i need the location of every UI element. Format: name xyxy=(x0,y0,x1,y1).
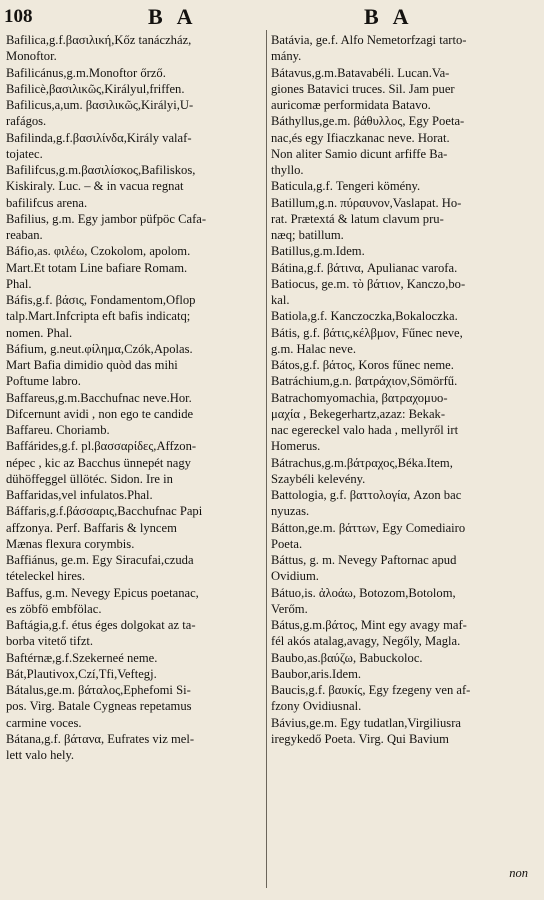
entry-line: Baftágia,g.f. étus éges dolgokat az ta- xyxy=(6,618,196,632)
entry-line: μαχία , Bekegerhartz,azaz: Bekak- xyxy=(271,406,446,421)
entry-line: rafágos. xyxy=(6,114,47,129)
entry-line: auricomæ performidata Batavo. xyxy=(271,98,431,112)
entry-line: Kiskiraly. Luc. – & in vacua regnat xyxy=(6,179,184,194)
entry-line: Baubor,aris.Idem. xyxy=(271,666,362,681)
entry-line: fél akós atalag,avagy, Negőly, Magla. xyxy=(271,634,461,649)
entry-line: Phal. xyxy=(6,276,32,291)
entry-line: carmine voces. xyxy=(6,715,82,730)
entry-line: Szaybéli kelevény. xyxy=(271,471,366,486)
entry-line: næq; batillum. xyxy=(271,228,344,242)
entry-line: Mart.Et totam Line bafiare Romam. xyxy=(6,260,188,275)
entry-line: borba vitető tifzt. xyxy=(6,634,94,649)
entry-line: Batráchium,g.n. βατράχιον,Sömörfű. xyxy=(271,374,458,389)
entry-line: Baftérnæ,g.f.Szekerneé neme. xyxy=(6,650,158,665)
entry-line: Bátuo,is. ἀλοάω, Botozom,Botolom, xyxy=(271,585,456,600)
entry-line: Báfium, g.neut.φίλημα,Czók,Apolas. xyxy=(6,341,193,356)
entry-line: nyuzas. xyxy=(271,504,310,519)
entry-line: Báttus, g. m. Nevegy Paftornac apud xyxy=(271,553,457,567)
entry-line: rat. Prætextá & latum clavum pru- xyxy=(271,211,444,226)
entry-line: Baffárides,g.f. pl.βασσαρίδες,Affzon- xyxy=(6,439,197,454)
entry-line: talp.Mart.Infcripta eft bafis indicatq; xyxy=(6,309,191,324)
entry-line: thyllo. xyxy=(271,163,304,177)
entry-line: Báffaris,g.f.βάσσαρις,Bacchufnac Papi xyxy=(6,504,203,519)
entry-line: affzonya. Perf. Baffaris & lyncem xyxy=(6,520,177,535)
entry-line: Poftume labro. xyxy=(6,374,81,389)
entry-line: Bátana,g.f. βάτανα, Eufrates viz mel- xyxy=(6,731,195,746)
running-head-right: BA xyxy=(364,4,423,29)
entry-line: Batillus,g.m.Idem. xyxy=(271,244,365,259)
entry-line: lett valo hely. xyxy=(6,748,75,762)
entry-line: bafilifcus arena. xyxy=(6,195,88,210)
right-column xyxy=(271,32,531,747)
entry-line: Baticula,g.f. Tengeri kömény. xyxy=(271,179,421,194)
entry-line: Monoftor. xyxy=(6,49,57,64)
entry-line: tojatec. xyxy=(6,146,43,161)
entry-line: Bátina,g.f. βάτινα, Apulianac varofa. xyxy=(271,260,458,275)
entry-line: Bávius,ge.m. Egy tudatlan,Virgiliusra xyxy=(271,715,461,730)
column-divider xyxy=(266,30,267,888)
entry-line: g.m. Halac neve. xyxy=(271,341,356,356)
entry-line: Battologia, g.f. βαττολογία, Azon bac xyxy=(271,488,462,502)
entry-line: Bátus,g.m.βάτος, Mint egy avagy maf- xyxy=(271,618,467,632)
entry-line: Baffiánus, ge.m. Egy Siracufai,czuda xyxy=(6,553,194,567)
entry-line: Bátalus,ge.m. βάταλος,Ephefomi Si- xyxy=(6,683,191,697)
entry-line: tételeckel hires. xyxy=(6,569,86,584)
entry-line: Bátrachus,g.m.βάτραχος,Béka.Item, xyxy=(271,455,453,470)
running-head-left: BA xyxy=(148,4,207,29)
entry-line: Bátos,g.f. βάτος, Koros fűnec neme. xyxy=(271,358,454,372)
entry-line: Bafilicus,a,um. βασιλικῶς,Királyi,U- xyxy=(6,98,194,112)
entry-line: Baucis,g.f. βαυκίς, Egy fzegeny ven af- xyxy=(271,683,471,697)
entry-line: giones Batavici truces. Sil. Jam puer xyxy=(271,81,455,96)
entry-line: Ovidium. xyxy=(271,569,319,584)
entry-line: Báfis,g.f. βάσις, Fondamentom,Oflop xyxy=(6,293,196,307)
entry-line: Bafilicè,βασιλικῶς,Királyul,friffen. xyxy=(6,81,185,96)
entry-line: Batiocus, ge.m. τὸ βάτιον, Kanczo,bo- xyxy=(271,276,466,291)
entry-line: Mænas flexura corymbis. xyxy=(6,536,135,551)
entry-line: nac egereckel valo hada , mellyről irt xyxy=(271,423,459,437)
entry-line: népec , kic az Bacchus ünnepét nagy xyxy=(6,455,191,470)
entry-line: Bafilinda,g.f.βασιλίνδα,Király valaf- xyxy=(6,130,192,145)
entry-line: Báfio,as. φιλέω, Czokolom, apolom. xyxy=(6,244,191,259)
entry-line: Bafilica,g.f.βασιλική,Kőz tanáczház, xyxy=(6,33,192,47)
entry-line: es zöbfö embfölac. xyxy=(6,601,102,616)
entry-line: Verőm. xyxy=(271,601,308,616)
entry-line: Bátis, g.f. βάτις,κέλβμον, Fűnec neve, xyxy=(271,325,463,340)
entry-line: Batillum,g.n. πύραυνον,Vaslapat. Ho- xyxy=(271,195,462,210)
page-header xyxy=(0,4,544,34)
entry-line: Bafilifcus,g.m.βασιλίσκος,Bafiliskos, xyxy=(6,163,196,177)
catchword: non xyxy=(509,866,528,880)
entry-line: kal. xyxy=(271,293,290,307)
entry-line: mány. xyxy=(271,49,302,64)
entry-line: Poeta. xyxy=(271,536,303,551)
entry-line: Batiola,g.f. Kanczoczka,Bokaloczka. xyxy=(271,309,458,324)
entry-line: Bafilicánus,g.m.Monoftor őrző. xyxy=(6,65,166,80)
entry-line: reaban. xyxy=(6,228,43,242)
entry-line: Baffus, g.m. Nevegy Epicus poetanac, xyxy=(6,585,199,600)
entry-line: Baffareu. Choriamb. xyxy=(6,423,110,437)
entry-line: Bátavus,g.m.Batavabéli. Lucan.Va- xyxy=(271,65,450,80)
page-number: 108 xyxy=(4,6,33,27)
entry-line: Mart Bafia dimidio quòd das mihi xyxy=(6,358,178,372)
entry-line: Bátton,ge.m. βάττων, Egy Comediairo xyxy=(271,520,466,535)
entry-line: Batrachomyomachia, βατραχομυο- xyxy=(271,390,448,405)
entry-line: Baubo,as.βαύζω, Babuckoloc. xyxy=(271,650,423,665)
entry-line: Homerus. xyxy=(271,439,321,454)
entry-line: Non aliter Samio dicunt arfiffe Ba- xyxy=(271,146,448,161)
left-column xyxy=(6,32,266,763)
entry-line: dühöffeggel üllötéc. Sidon. Ire in xyxy=(6,471,173,486)
entry-line: Difcernunt avidi , non ego te candide xyxy=(6,406,194,421)
entry-line: Bát,Plautivox,Czí,Tfi,Veftegj. xyxy=(6,666,157,681)
entry-line: iregykedő Poeta. Virg. Qui Bavium xyxy=(271,731,449,746)
entry-line: Báthyllus,ge.m. βάθυλλος, Egy Poeta- xyxy=(271,114,465,129)
entry-line: Baffaridas,vel infulatos.Phal. xyxy=(6,488,153,502)
entry-line: Batávia, ge.f. Alfo Nemetorfzagi tarto- xyxy=(271,33,467,47)
entry-line: fzony Ovidiusnal. xyxy=(271,699,362,714)
entry-line: Bafilius, g.m. Egy jambor püfpöc Cafa- xyxy=(6,211,207,226)
entry-line: pos. Virg. Batale Cygneas repetamus xyxy=(6,699,192,714)
entry-line: nac,és egy Ifiaczkanac neve. Horat. xyxy=(271,130,450,145)
entry-line: nomen. Phal. xyxy=(6,325,73,340)
entry-line: Baffareus,g.m.Bacchufnac neve.Hor. xyxy=(6,390,192,405)
